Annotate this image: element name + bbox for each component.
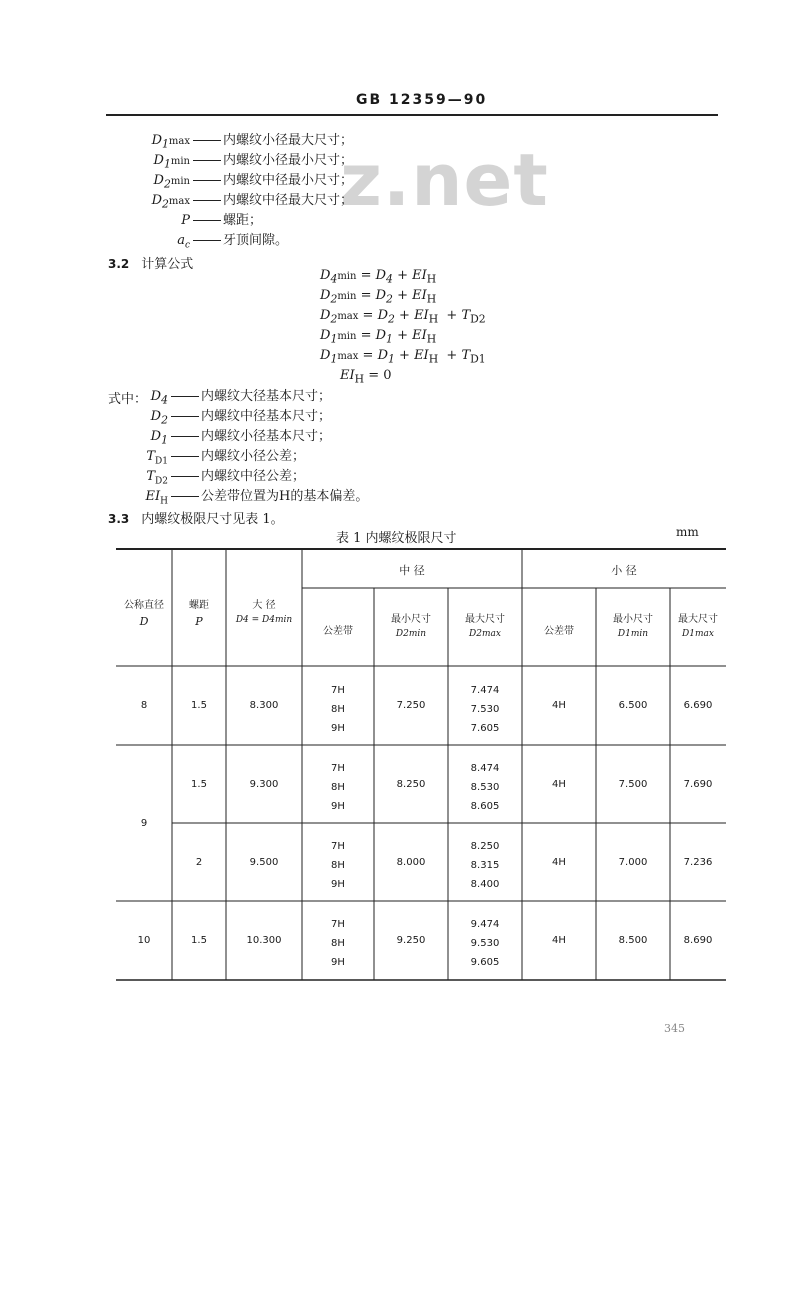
watermark: z.net [340, 138, 549, 222]
definition-d1max: $D_1\max$ 内螺纹小径最大尺寸； [151, 133, 354, 151]
table-cell-major: 9.300 [249, 779, 279, 790]
table-cell-tol1: 4H [552, 935, 566, 946]
table-cell-p: 1.5 [191, 779, 207, 790]
limit-size-table [116, 548, 726, 988]
table-cell-d1min: 6.500 [618, 700, 648, 711]
formula-d1min: $D_1\min = D_1 + EI_H$ [320, 328, 437, 346]
table-title: 表 1 内螺纹极限尺寸 [336, 531, 457, 546]
table-cell-d2max: 7.474 7.530 7.605 [470, 685, 500, 734]
page-number: 345 [664, 1022, 685, 1035]
standard-number: GB 12359—90 [356, 92, 488, 108]
definition-d4: $D_4$ 内螺纹大径基本尺寸； [150, 389, 332, 407]
table-cell-d2min: 8.250 [396, 779, 426, 790]
section-3-2: 3.2 计算公式 [108, 257, 194, 272]
table-cell-d1min: 7.500 [618, 779, 648, 790]
table-cell-tol1: 4H [552, 857, 566, 868]
table-cell-tol1: 4H [552, 779, 566, 790]
definition-d1: $D_1$ 内螺纹小径基本尺寸； [150, 429, 332, 447]
table-cell-major: 9.500 [249, 857, 279, 868]
table-cell-d: 8 [140, 700, 148, 711]
header-d1-min: 最小尺寸 D1min [613, 614, 653, 639]
header-rule [106, 114, 718, 116]
table-cell-d1max: 6.690 [683, 700, 713, 711]
table-cell-tol: 7H 8H 9H [331, 763, 345, 812]
header-d2-min: 最小尺寸 D2min [391, 614, 431, 639]
formula-d2min: $D_2\min = D_2 + EI_H$ [320, 288, 437, 306]
table-cell-d: 10 [137, 935, 151, 946]
table-cell-major: 8.300 [249, 700, 279, 711]
formula-eih: $EI_H = 0$ [340, 368, 392, 386]
table-cell-d2min: 8.000 [396, 857, 426, 868]
formula-d2max: $D_2\max = D_2 + EI_H + T_{D2}$ [320, 308, 486, 326]
table-cell-d: 9 [140, 818, 148, 829]
table-cell-d2min: 7.250 [396, 700, 426, 711]
definition-d2max: $D_2\max$ 内螺纹中径最大尺寸； [151, 193, 354, 211]
table-cell-tol: 7H 8H 9H [331, 685, 345, 734]
definition-d2min: $D_2\min$ 内螺纹中径最小尺寸； [153, 173, 354, 191]
header-tolerance-zone-minor: 公差带 [544, 626, 574, 637]
table-cell-d2max: 8.250 8.315 8.400 [470, 841, 500, 890]
header-minor-diameter-group: 小 径 [611, 564, 637, 577]
definition-ac: $a_c$ 牙顶间隙。 [177, 233, 289, 251]
definition-pitch: P 螺距； [181, 213, 263, 228]
definition-d2: $D_2$ 内螺纹中径基本尺寸； [150, 409, 332, 427]
formula-d4min: $D_4\min = D_4 + EI_H$ [320, 268, 437, 286]
table-cell-d2max: 9.474 9.530 9.605 [470, 919, 500, 968]
where-label: 式中： [108, 392, 148, 407]
formula-d1max: $D_1\max = D_1 + EI_H + T_{D1}$ [320, 348, 486, 366]
table-cell-tol1: 4H [552, 700, 566, 711]
table-cell-p: 1.5 [191, 935, 207, 946]
header-tolerance-zone: 公差带 [323, 626, 353, 637]
header-nominal-diameter: 公称直径 D [124, 600, 164, 628]
table-cell-p: 1.5 [191, 700, 207, 711]
table-cell-major: 10.300 [246, 935, 282, 946]
table-cell-d1max: 8.690 [683, 935, 713, 946]
definition-td2: $T_{D2}$ 内螺纹中径公差； [146, 469, 306, 487]
table-cell-p: 2 [195, 857, 203, 868]
definition-td1: $T_{D1}$ 内螺纹小径公差； [146, 449, 306, 467]
table-cell-d2min: 9.250 [396, 935, 426, 946]
table-cell-tol: 7H 8H 9H [331, 919, 345, 968]
table-cell-d1min: 7.000 [618, 857, 648, 868]
table-cell-tol: 7H 8H 9H [331, 841, 345, 890]
header-major-diameter: 大 径 D4 = D4min [235, 600, 293, 625]
section-3-3: 3.3 内螺纹极限尺寸见表 1。 [108, 512, 284, 527]
definition-eih: $EI_H$ 公差带位置为H的基本偏差。 [145, 489, 369, 507]
table-unit: mm [676, 525, 699, 539]
definition-d1min: $D_1\min$ 内螺纹小径最小尺寸； [153, 153, 354, 171]
table-cell-d2max: 8.474 8.530 8.605 [470, 763, 500, 812]
header-d2-max: 最大尺寸 D2max [465, 614, 505, 639]
header-pitch: 螺距 P [189, 600, 209, 628]
table-cell-d1max: 7.690 [683, 779, 713, 790]
header-d1-max: 最大尺寸 D1max [678, 614, 718, 639]
table-cell-d1max: 7.236 [683, 857, 713, 868]
table-cell-d1min: 8.500 [618, 935, 648, 946]
header-pitch-diameter-group: 中 径 [399, 564, 425, 577]
